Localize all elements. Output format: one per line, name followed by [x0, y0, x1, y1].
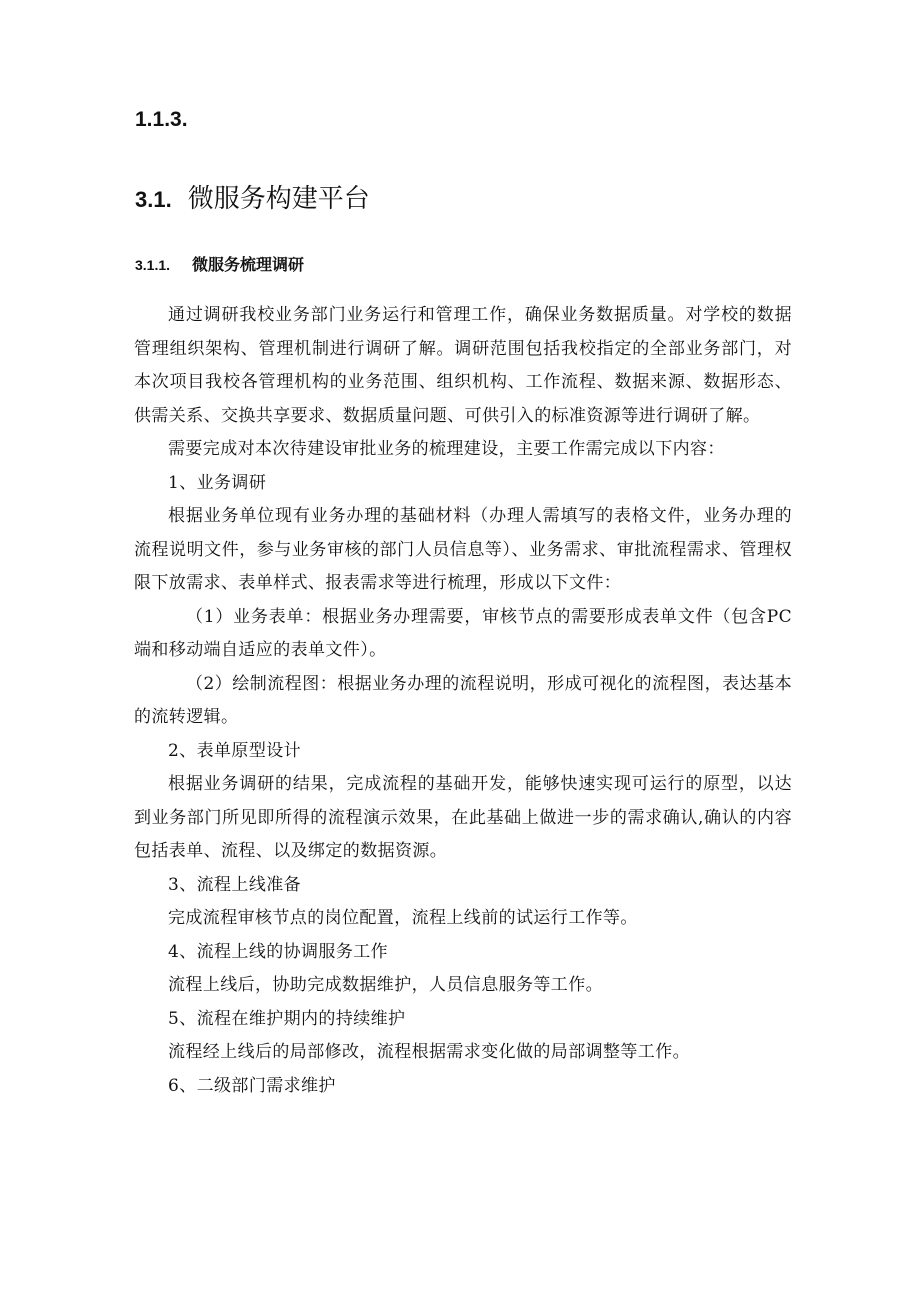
- paragraph-item-3: 完成流程审核节点的岗位配置，流程上线前的试运行工作等。: [168, 908, 638, 928]
- sub-item-1: （1）业务表单：根据业务办理需要，审核节点的需要形成表单文件（包含PC端和移动端自适应的表单文件）。: [134, 606, 792, 660]
- section-title: 微服务构建平台: [187, 184, 370, 214]
- list-heading-1: 1、业务调研: [168, 472, 267, 493]
- section-number: 3.1.: [135, 187, 172, 212]
- section-heading-3-1-1: [135, 252, 304, 275]
- subsection-number: 3.1.1.: [135, 257, 171, 273]
- list-heading-3: 3、流程上线准备: [168, 874, 302, 895]
- section-heading-1-1-3: 1.1.3.: [135, 108, 188, 131]
- list-heading-2: 2、表单原型设计: [168, 740, 302, 761]
- subsection-title: 微服务梳理调研: [192, 255, 305, 274]
- body-text: [134, 299, 792, 1103]
- paragraph-task-summary: 需要完成对本次待建设审批业务的梳理建设，主要工作需完成以下内容：: [168, 439, 725, 459]
- paragraph-item-1: 根据业务单位现有业务办理的基础材料（办理人需填写的表格文件，业务办理的流程说明文件，参与业务审核的部门人员信息等）、业务需求、审批流程需求、管理权限下放需求、表单样式、报表需求等进行梳理，形成以下文件：: [134, 506, 792, 593]
- sub-item-2: （2）绘制流程图：根据业务办理的流程说明，形成可视化的流程图，表达基本的流转逻辑。: [134, 673, 792, 727]
- paragraph-item-2: 根据业务调研的结果，完成流程的基础开发，能够快速实现可运行的原型，以达到业务部门所见即所得的流程演示效果，在此基础上做进一步的需求确认,确认的内容包括表单、流程、以及绑定的数据资源。: [134, 774, 792, 861]
- list-heading-6: 6、二级部门需求维护: [168, 1075, 336, 1096]
- section-heading-3-1: [135, 178, 370, 215]
- paragraph-item-4: 流程上线后，协助完成数据维护，人员信息服务等工作。: [168, 975, 603, 995]
- paragraph-intro: 通过调研我校业务部门业务运行和管理工作，确保业务数据质量。对学校的数据管理组织架构、管理机制进行调研了解。调研范围包括我校指定的全部业务部门，对本次项目我校各管理机构的业务范围、组织机构、工作流程、数据来源、数据形态、供需关系、交换共享要求、数据质量问题、可供引入的标准资源等进行调研了解。: [134, 305, 792, 426]
- list-heading-4: 4、流程上线的协调服务工作: [168, 941, 389, 962]
- list-heading-5: 5、流程在维护期内的持续维护: [168, 1008, 406, 1029]
- paragraph-item-5: 流程经上线后的局部修改，流程根据需求变化做的局部调整等工作。: [168, 1042, 690, 1062]
